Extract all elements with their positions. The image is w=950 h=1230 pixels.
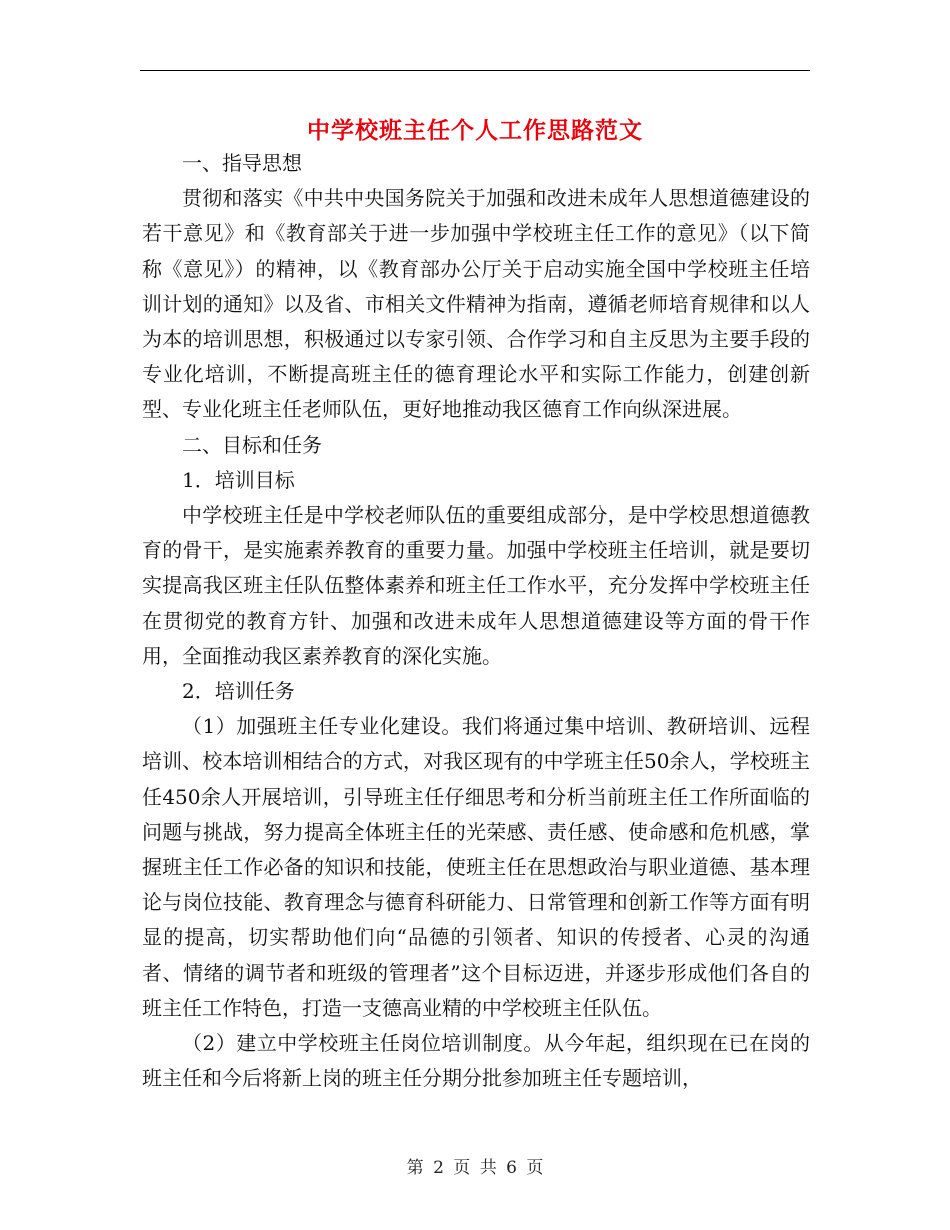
page-number: 第 2 页 共 6 页 [406, 1158, 544, 1178]
sub2-heading: 2．培训任务 [182, 679, 295, 704]
item2-paragraph: （2）建立中学校班主任岗位培训制度。从今年起，组织现在已在岗的班主任和今后将新上岗的班主任分期分批参加班主任专题培训， [142, 1031, 810, 1091]
document-title: 中学校班主任个人工作思路范文 [307, 118, 643, 144]
sub1-paragraph: 中学校班主任是中学校老师队伍的重要组成部分，是中学校思想道德教育的骨干，是实施素养教育的重要力量。加强中学校班主任培训，就是要切实提高我区班主任队伍整体素养和班主任工作水平，充分发挥中学校班主任在贯彻党的教育方针、加强和改进未成年人思想道德建设等方面的骨干作用，全面推动我区素养教育的深化实施。 [142, 503, 810, 668]
document-body [142, 146, 810, 1096]
item1-paragraph: （1）加强班主任专业化建设。我们将通过集中培训、教研培训、远程培训、校本培训相结合的方式，对我区现有的中学班主任50余人，学校班主任450余人开展培训，引导班主任仔细思考和分析当前班主任工作所面临的问题与挑战，努力提高全体班主任的光荣感、责任感、使命感和危机感，掌握班主任工作必备的知识和技能，使班主任在思想政治与职业道德、基本理论与岗位技能、教育理念与德育科研能力、日常管理和创新工作等方面有明显的提高，切实帮助他们向“品德的引领者、知识的传授者、心灵的沟通者、情绪的调节者和班级的管理者”这个目标迈进，并逐步形成他们各自的班主任工作特色，打造一支德高业精的中学校班主任队伍。 [142, 714, 810, 1020]
header-rule [140, 70, 810, 71]
section1-heading: 一、指导思想 [182, 151, 302, 175]
sub1-heading: 1．培训目标 [182, 467, 295, 492]
section1-paragraph: 贯彻和落实《中共中央国务院关于加强和改进未成年人思想道德建设的若干意见》和《教育部关于进一步加强中学校班主任工作的意见》（以下简称《意见》）的精神，以《教育部办公厅关于启动实施全国中学校班主任培训计划的通知》以及省、市相关文件精神为指南，遵循老师培育规律和以人为本的培训思想，积极通过以专家引领、合作学习和自主反思为主要手段的专业化培训，不断提高班主任的德育理论水平和实际工作能力，创建创新型、专业化班主任老师队伍，更好地推动我区德育工作向纵深进展。 [142, 186, 810, 422]
section2-heading: 二、目标和任务 [182, 432, 322, 457]
